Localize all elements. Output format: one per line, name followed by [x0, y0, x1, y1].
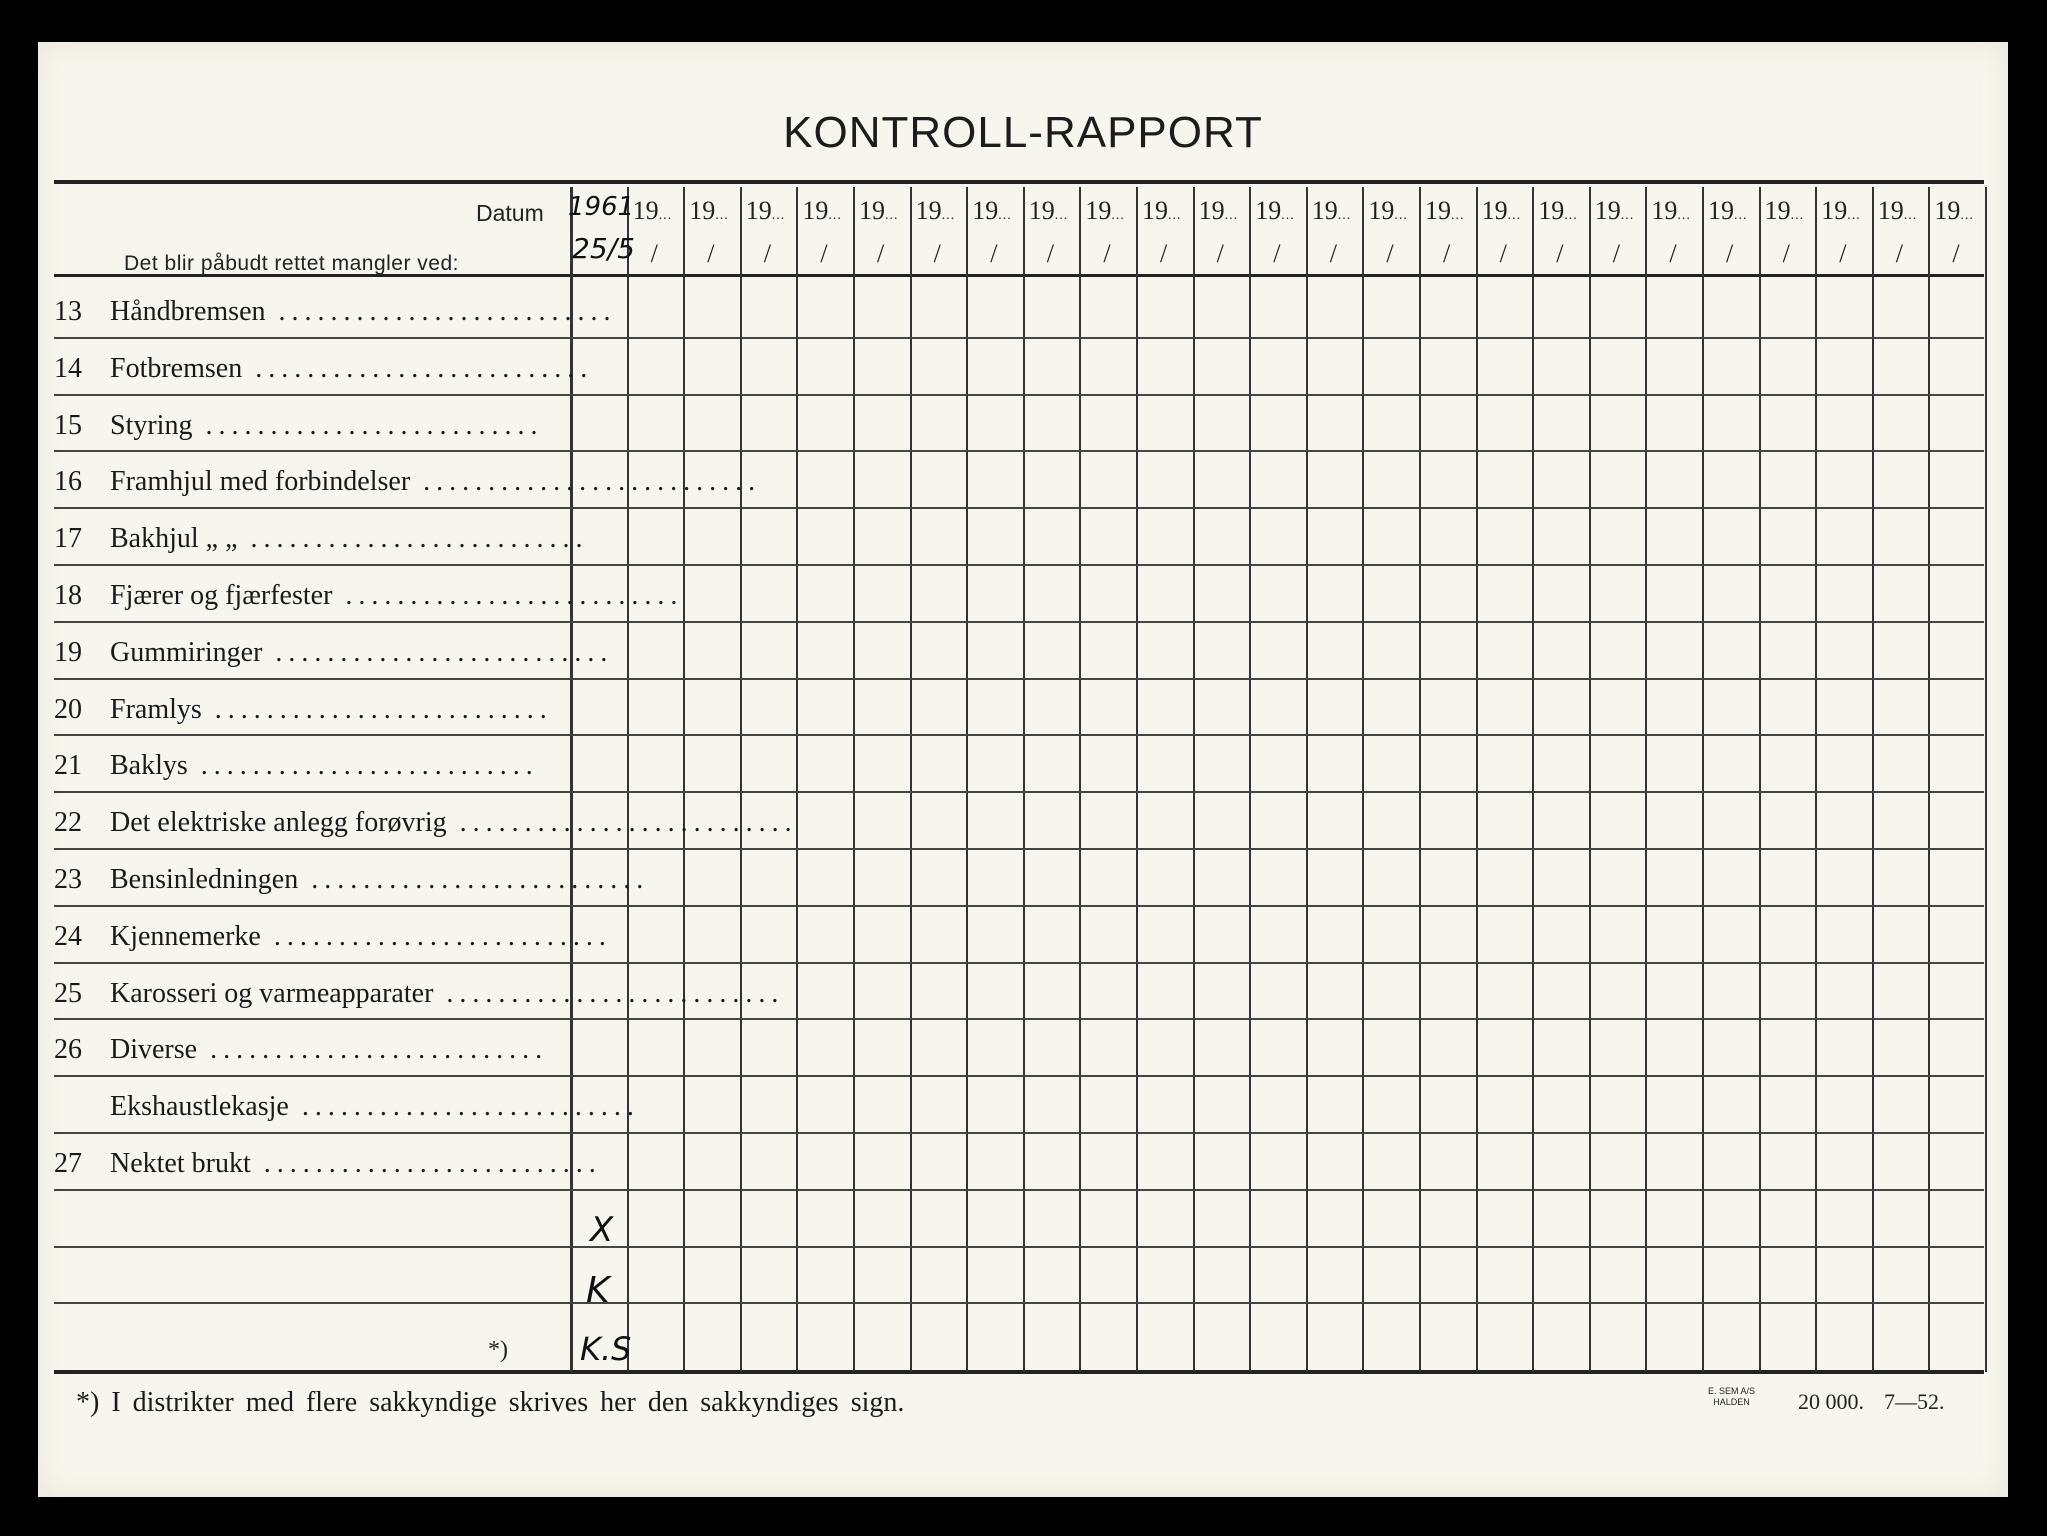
- row-label: [110, 1034, 570, 1066]
- column-date-slash: /: [1329, 239, 1338, 268]
- row-label-text: Ekshaustlekasje: [110, 1091, 289, 1123]
- column-date-slash: /: [1103, 239, 1111, 268]
- printer-name: E. SEM A/S: [1708, 1386, 1756, 1396]
- column-year-dots: ...: [1224, 208, 1239, 223]
- dot-leader: ..........................: [262, 636, 614, 668]
- column-year-prefix: 19: [802, 196, 829, 225]
- column-line: [1589, 187, 1591, 1372]
- column-year-prefix: 19: [1425, 196, 1451, 225]
- column-year-dots: ...: [1281, 208, 1295, 223]
- column-year-dots: ...: [1564, 208, 1578, 223]
- column-line: [1193, 187, 1195, 1372]
- column-year: [1482, 196, 1522, 226]
- column-year-prefix: 19: [632, 196, 659, 225]
- column-date-slash: /: [1726, 239, 1734, 268]
- column-year: [1934, 196, 1974, 226]
- column-year: [802, 196, 842, 226]
- row-number: 22: [54, 807, 82, 839]
- print-date: 7—52.: [1884, 1389, 1945, 1414]
- column-year-dots: ...: [715, 208, 729, 223]
- column-year-prefix: 19: [1028, 196, 1055, 225]
- row-number: 19: [54, 636, 82, 668]
- row-label: [110, 580, 684, 612]
- column-year-dots: ...: [1337, 208, 1352, 223]
- column-year: [1142, 196, 1182, 226]
- dot-leader: ..........................: [410, 466, 762, 498]
- column-year-dots: ...: [941, 208, 956, 223]
- column-year: [1312, 196, 1352, 226]
- column-year: [859, 196, 899, 226]
- column-year-dots: ...: [1790, 208, 1805, 223]
- row-line: [54, 848, 1984, 850]
- handwritten-year: 1961: [568, 192, 635, 222]
- column-line: [1815, 187, 1817, 1372]
- column-line: [853, 187, 855, 1372]
- column-date-slash: /: [650, 239, 658, 268]
- column-year-dots: ...: [771, 208, 786, 223]
- row-label-text: Gummiringer: [110, 636, 263, 668]
- row-line: [54, 905, 1984, 907]
- column-year-dots: ...: [1620, 208, 1635, 223]
- column-year-prefix: 19: [1198, 196, 1225, 225]
- column-year-dots: ...: [1507, 208, 1522, 223]
- row-label: [110, 296, 617, 328]
- column-line: [740, 187, 742, 1372]
- row-number: 27: [54, 1148, 82, 1179]
- column-date-slash: /: [877, 239, 885, 268]
- print-run: 20 000.: [1798, 1389, 1864, 1414]
- row-label-text: Karosseri og varmeapparater: [110, 977, 434, 1009]
- column-year-dots: ...: [1168, 208, 1182, 223]
- dot-leader: ..........................: [197, 1034, 549, 1066]
- dot-leader: ..........................: [332, 580, 684, 611]
- column-year-prefix: 19: [859, 196, 885, 225]
- row-label-text: Framhjul med forbindelser: [110, 466, 411, 498]
- column-line: [796, 187, 798, 1372]
- handwritten-mark-x: X: [590, 1210, 614, 1250]
- page-title: KONTROLL-RAPPORT: [783, 108, 1263, 157]
- dot-leader: ..........................: [187, 750, 539, 782]
- row-number: 17: [54, 523, 82, 555]
- dot-leader: ..........................: [242, 352, 594, 384]
- row-line: [54, 962, 1984, 964]
- row-label-text: Nektet brukt: [110, 1148, 251, 1179]
- column-year: [689, 196, 729, 226]
- column-year: [1199, 196, 1239, 226]
- column-line: [1249, 187, 1251, 1372]
- column-year-dots: ...: [1734, 208, 1748, 223]
- column-year: [1765, 196, 1805, 226]
- row-number: 20: [54, 693, 82, 725]
- column-line: [1532, 187, 1534, 1372]
- column-line: [1136, 187, 1138, 1372]
- row-label-text: Diverse: [110, 1034, 198, 1066]
- row-label: [110, 523, 589, 555]
- handwritten-mark-k: K: [586, 1270, 610, 1311]
- column-year-prefix: 19: [915, 196, 942, 225]
- row-label-text: Fjærer og fjærfester: [110, 580, 333, 611]
- dot-leader: ..........................: [288, 1091, 640, 1123]
- row-label-text: Framlys: [110, 693, 202, 725]
- row-number: 25: [54, 977, 82, 1009]
- column-date-slash: /: [1273, 239, 1281, 268]
- row-line: [54, 1302, 1984, 1304]
- column-year-dots: ...: [998, 208, 1012, 223]
- dot-leader: ..........................: [260, 920, 612, 952]
- column-year-prefix: 19: [1764, 196, 1791, 225]
- row-label-text: Det elektriske anlegg forøvrig: [110, 807, 447, 839]
- column-date-slash: /: [1046, 239, 1055, 268]
- column-line: [966, 187, 968, 1372]
- row-line: [54, 1132, 1984, 1134]
- column-line: [1306, 187, 1308, 1372]
- row-line: [54, 678, 1984, 680]
- row-label: [110, 694, 570, 726]
- report-card: [38, 42, 2008, 1497]
- column-date-slash: /: [820, 239, 828, 268]
- column-year: [1708, 196, 1748, 226]
- column-date-slash: /: [1895, 239, 1904, 268]
- dot-leader: ..........................: [192, 409, 544, 441]
- column-year-prefix: 19: [1651, 196, 1678, 225]
- column-year: [1651, 196, 1691, 226]
- bottom-rule: [54, 1370, 1984, 1374]
- row-line: [54, 1246, 1984, 1248]
- column-date-slash: /: [1556, 239, 1564, 268]
- column-year: [1368, 196, 1408, 226]
- column-year-prefix: 19: [972, 196, 999, 225]
- column-line: [1702, 187, 1704, 1372]
- column-year-dots: ...: [1960, 208, 1974, 223]
- column-year: [1878, 196, 1918, 226]
- row-label: [110, 864, 650, 896]
- column-line: [1023, 187, 1025, 1372]
- row-number: 26: [54, 1034, 82, 1066]
- dot-leader: ..........................: [265, 296, 617, 327]
- row-line: [54, 1189, 1984, 1191]
- column-line: [1419, 187, 1421, 1372]
- column-year-prefix: 19: [1877, 196, 1904, 225]
- column-year-prefix: 19: [1481, 196, 1508, 225]
- row-number: 18: [54, 580, 82, 611]
- column-date-slash: /: [1612, 239, 1621, 268]
- column-year-prefix: 19: [1311, 196, 1338, 225]
- row-line: [54, 1018, 1984, 1020]
- row-line: [54, 564, 1984, 566]
- dot-leader: ..........................: [433, 977, 785, 1009]
- column-year: [972, 196, 1012, 226]
- row-line: [54, 621, 1984, 623]
- column-line: [910, 187, 912, 1372]
- row-label-text: Kjennemerke: [110, 920, 261, 952]
- row-number: 15: [54, 409, 82, 441]
- datum-label: Datum: [476, 200, 544, 226]
- column-date-slash: /: [1499, 239, 1507, 268]
- column-year-dots: ...: [1451, 208, 1465, 223]
- column-year: [1425, 196, 1465, 226]
- column-year-dots: ...: [1394, 208, 1408, 223]
- row-line: [54, 734, 1984, 736]
- row-label-text: Styring: [110, 409, 193, 441]
- row-number: 21: [54, 750, 82, 782]
- column-year: [1821, 196, 1861, 226]
- column-year: [633, 196, 673, 226]
- column-year-prefix: 19: [1708, 196, 1734, 225]
- column-year: [1538, 196, 1578, 226]
- printer-city: HALDEN: [1713, 1397, 1750, 1407]
- row-number: 14: [54, 352, 82, 384]
- column-date-slash: /: [933, 239, 941, 268]
- column-date-slash: /: [1782, 239, 1790, 268]
- dot-leader: ..........................: [250, 1148, 602, 1179]
- column-date-slash: /: [990, 239, 998, 268]
- column-year: [916, 196, 956, 226]
- column-year-prefix: 19: [1255, 196, 1282, 225]
- dot-leader: ..........................: [237, 523, 589, 555]
- column-year-dots: ...: [1054, 208, 1069, 223]
- column-date-slash: /: [1669, 239, 1677, 268]
- row-label: [110, 920, 612, 953]
- column-year-prefix: 19: [1142, 196, 1168, 225]
- column-year: [746, 196, 786, 226]
- column-year-prefix: 19: [1821, 196, 1848, 225]
- column-year-dots: ...: [1903, 208, 1918, 223]
- column-year-prefix: 19: [1594, 196, 1621, 225]
- column-line: [1476, 187, 1478, 1372]
- row-number: 16: [54, 466, 82, 498]
- column-year-dots: ...: [1677, 208, 1691, 223]
- dot-leader: ..........................: [298, 864, 650, 895]
- column-line: [1928, 187, 1930, 1372]
- column-line: [683, 187, 685, 1372]
- column-line: [1645, 187, 1647, 1372]
- column-year-prefix: 19: [1085, 196, 1112, 225]
- column-date-slash: /: [1839, 239, 1847, 268]
- column-line: [1759, 187, 1761, 1372]
- row-line: [54, 394, 1984, 396]
- column-line: [627, 187, 629, 1372]
- column-year-dots: ...: [828, 208, 842, 223]
- column-year: [1595, 196, 1635, 226]
- column-year-prefix: 19: [689, 196, 716, 225]
- row-label-text: Bensinledningen: [110, 864, 299, 895]
- footnote: *) I distrikter med flere sakkyndige skrives her den sakkyndiges sign.: [76, 1387, 905, 1418]
- row-label: [110, 1091, 640, 1123]
- column-date-slash: /: [1443, 239, 1451, 268]
- column-year: [1029, 196, 1069, 226]
- column-year-prefix: 19: [1538, 196, 1565, 225]
- column-year-dots: ...: [1111, 208, 1125, 223]
- row-label: [110, 977, 785, 1010]
- column-year-dots: ...: [885, 208, 899, 223]
- column-line: [1079, 187, 1081, 1372]
- row-number: 24: [54, 920, 82, 952]
- column-year: [1085, 196, 1125, 226]
- column-year: [1255, 196, 1295, 226]
- column-line: [1362, 187, 1364, 1372]
- row-label-text: Baklys: [110, 750, 188, 782]
- column-line: [1985, 187, 1987, 1372]
- row-line: [54, 1075, 1984, 1077]
- row-label: [110, 466, 762, 498]
- row-line: [54, 791, 1984, 793]
- handwritten-date: 25/5: [572, 232, 635, 265]
- row-label: [110, 1148, 602, 1180]
- column-date-slash: /: [763, 239, 772, 268]
- column-date-slash: /: [707, 239, 715, 268]
- row-label-text: Bakhjul „ „: [110, 523, 238, 555]
- column-year-dots: ...: [658, 208, 673, 223]
- column-date-slash: /: [1216, 239, 1224, 268]
- column-date-slash: /: [1952, 239, 1960, 268]
- row-line: [54, 507, 1984, 509]
- column-line: [1872, 187, 1874, 1372]
- column-date-slash: /: [1160, 239, 1168, 268]
- row-line: [54, 337, 1984, 339]
- handwritten-signature: K.S: [580, 1330, 632, 1368]
- column-year-prefix: 19: [1368, 196, 1395, 225]
- dot-leader: ..........................: [201, 693, 553, 725]
- row-label: [110, 750, 570, 782]
- row-line: [54, 450, 1984, 452]
- row-number: 13: [54, 296, 82, 327]
- signature-row-marker: *): [488, 1337, 508, 1363]
- row-label: [110, 807, 798, 839]
- column-year-dots: ...: [1847, 208, 1861, 223]
- column-year-prefix: 19: [745, 196, 772, 225]
- row-label: [110, 636, 614, 669]
- column-year-prefix: 19: [1934, 196, 1961, 225]
- top-rule: [54, 180, 1984, 184]
- dot-leader: ..........................: [446, 807, 798, 839]
- row-number: 23: [54, 864, 82, 895]
- column-date-slash: /: [1386, 239, 1394, 268]
- row-label-text: Fotbremsen: [110, 352, 243, 384]
- row-label: [110, 352, 594, 385]
- row-label-text: Håndbremsen: [110, 296, 266, 327]
- mangler-label: Det blir påbudt rettet mangler ved:: [124, 252, 460, 275]
- printer-mark: [1708, 1386, 1755, 1408]
- row-label: [110, 410, 570, 442]
